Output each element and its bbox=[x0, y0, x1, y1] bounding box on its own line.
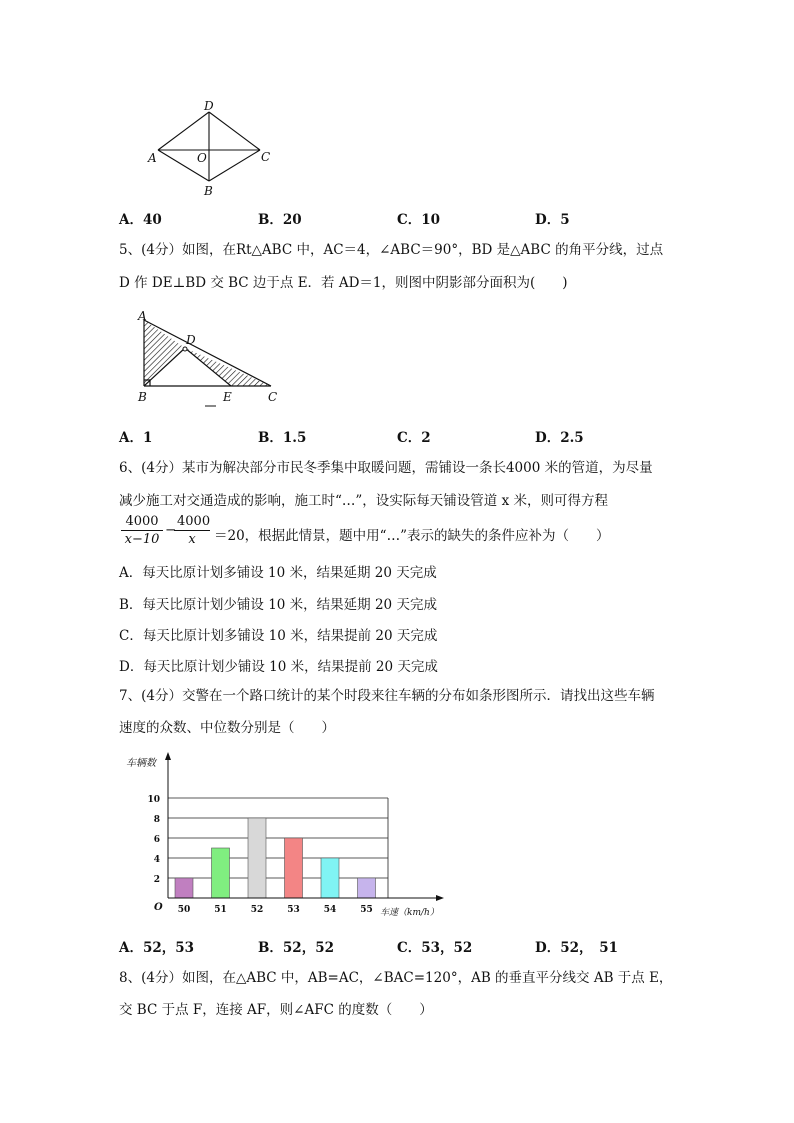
label-b: B bbox=[204, 184, 213, 198]
q6-minus-sign: − bbox=[165, 522, 177, 538]
bar-54 bbox=[321, 858, 339, 898]
x-axis-title: 车速（km/h） bbox=[380, 908, 439, 918]
bar-50 bbox=[175, 878, 193, 898]
rhombus-figure bbox=[140, 96, 280, 200]
q6-question-line1: 6、(4分）某市为解决部分市民冬季集中取暖问题，需铺设一条长4000 米的管道，为尽量 bbox=[119, 460, 653, 476]
x-axis-arrow bbox=[436, 895, 444, 901]
y-tick-label: 2 bbox=[153, 875, 160, 885]
x-tick-label: 51 bbox=[214, 905, 227, 915]
label-c: C bbox=[268, 390, 278, 404]
q5-option-b[interactable]: B．1.5 bbox=[258, 430, 307, 446]
side-ad bbox=[158, 112, 209, 150]
x-tick-label: 50 bbox=[177, 905, 191, 915]
q8-question-line1: 8、(4分）如图，在△ABC 中，AB=AC，∠BAC=120°，AB 的垂直平分线交 AB 于点 E， bbox=[119, 970, 673, 986]
speed-bar-chart bbox=[110, 748, 450, 920]
q6-option-d[interactable]: D．每天比原计划少铺设 10 米，结果提前 20 天完成 bbox=[119, 659, 438, 675]
y-tick-label: 4 bbox=[153, 855, 160, 865]
q5-option-d[interactable]: D．2.5 bbox=[535, 430, 584, 446]
q7-option-c[interactable]: C．53，52 bbox=[397, 940, 473, 956]
q5-option-c[interactable]: C．2 bbox=[397, 430, 431, 446]
q4-option-c[interactable]: C．10 bbox=[397, 212, 441, 228]
x-tick-label: 53 bbox=[287, 905, 300, 915]
q6-option-b[interactable]: B．每天比原计划少铺设 10 米，结果延期 20 天完成 bbox=[119, 597, 437, 613]
bar-51 bbox=[212, 848, 230, 898]
label-b: B bbox=[138, 390, 147, 404]
q5-question-line1: 5、(4分）如图，在Rt△ABC 中，AC＝4，∠ABC＝90°，BD 是△ABC 的角平分线，过点 bbox=[119, 242, 664, 258]
right-angle-mark-d bbox=[183, 347, 187, 351]
q4-option-b[interactable]: B．20 bbox=[258, 212, 302, 228]
bar-55 bbox=[358, 878, 376, 898]
q7-question-line1: 7、(4分）交警在一个路口统计的某个时段来往车辆的分布如条形图所示．请找出这些车辆 bbox=[119, 688, 655, 704]
fraction-1-denominator: x−10 bbox=[124, 532, 160, 547]
y-tick-label: 6 bbox=[153, 835, 160, 845]
y-axis-arrow bbox=[165, 752, 171, 760]
fraction-2-denominator: x bbox=[188, 532, 196, 547]
q7-question-line2: 速度的众数、中位数分别是（ ） bbox=[119, 720, 335, 736]
q8-question-line2: 交 BC 于点 F，连接 AF，则∠AFC 的度数（ ） bbox=[119, 1002, 433, 1018]
q6-option-a[interactable]: A．每天比原计划多铺设 10 米，结果延期 20 天完成 bbox=[119, 565, 437, 581]
label-a: A bbox=[138, 309, 147, 323]
q7-option-b[interactable]: B．52，52 bbox=[258, 940, 334, 956]
origin-label: O bbox=[154, 902, 163, 913]
q7-option-a[interactable]: A．52，53 bbox=[119, 940, 195, 956]
y-tick-label: 10 bbox=[147, 795, 160, 805]
label-o: O bbox=[197, 151, 207, 165]
fraction-2-numerator: 4000 bbox=[174, 514, 210, 531]
q6-question-line2: 减少施工对交通造成的影响，施工时“…”，设实际每天铺设管道 x 米，则可得方程 bbox=[119, 493, 608, 509]
x-tick-label: 55 bbox=[360, 905, 373, 915]
label-d: D bbox=[204, 99, 214, 113]
x-tick-label: 52 bbox=[250, 905, 264, 915]
bar-52 bbox=[248, 818, 266, 898]
fraction-1-numerator: 4000 bbox=[121, 514, 163, 531]
x-tick-label: 54 bbox=[323, 905, 337, 915]
side-dc bbox=[209, 112, 260, 150]
side-cb bbox=[209, 150, 260, 181]
y-tick-label: 8 bbox=[153, 815, 160, 825]
label-e: E bbox=[223, 390, 232, 404]
q6-fraction-2 bbox=[174, 514, 210, 547]
q7-option-d[interactable]: D．52， 51 bbox=[535, 940, 619, 956]
label-c: C bbox=[261, 150, 271, 164]
q5-question-line2: D 作 DE⊥BD 交 BC 边于点 E．若 AD＝1，则图中阴影部分面积为( ) bbox=[119, 275, 568, 291]
label-a: A bbox=[148, 151, 157, 165]
bar-53 bbox=[285, 838, 303, 898]
q6-option-c[interactable]: C．每天比原计划多铺设 10 米，结果提前 20 天完成 bbox=[119, 628, 438, 644]
q4-option-a[interactable]: A．40 bbox=[119, 212, 162, 228]
label-d: D bbox=[186, 333, 196, 347]
q6-fraction-1 bbox=[121, 514, 163, 547]
q4-option-d[interactable]: D．5 bbox=[535, 212, 570, 228]
q6-equation-tail: ＝20，根据此情景，题中用“…”表示的缺失的条件应补为（ ） bbox=[214, 528, 610, 544]
shaded-triangle-dec bbox=[185, 348, 271, 386]
y-axis-title: 车辆数 bbox=[126, 758, 156, 769]
q5-option-a[interactable]: A．1 bbox=[119, 430, 153, 446]
q5-triangle-figure bbox=[130, 306, 280, 416]
